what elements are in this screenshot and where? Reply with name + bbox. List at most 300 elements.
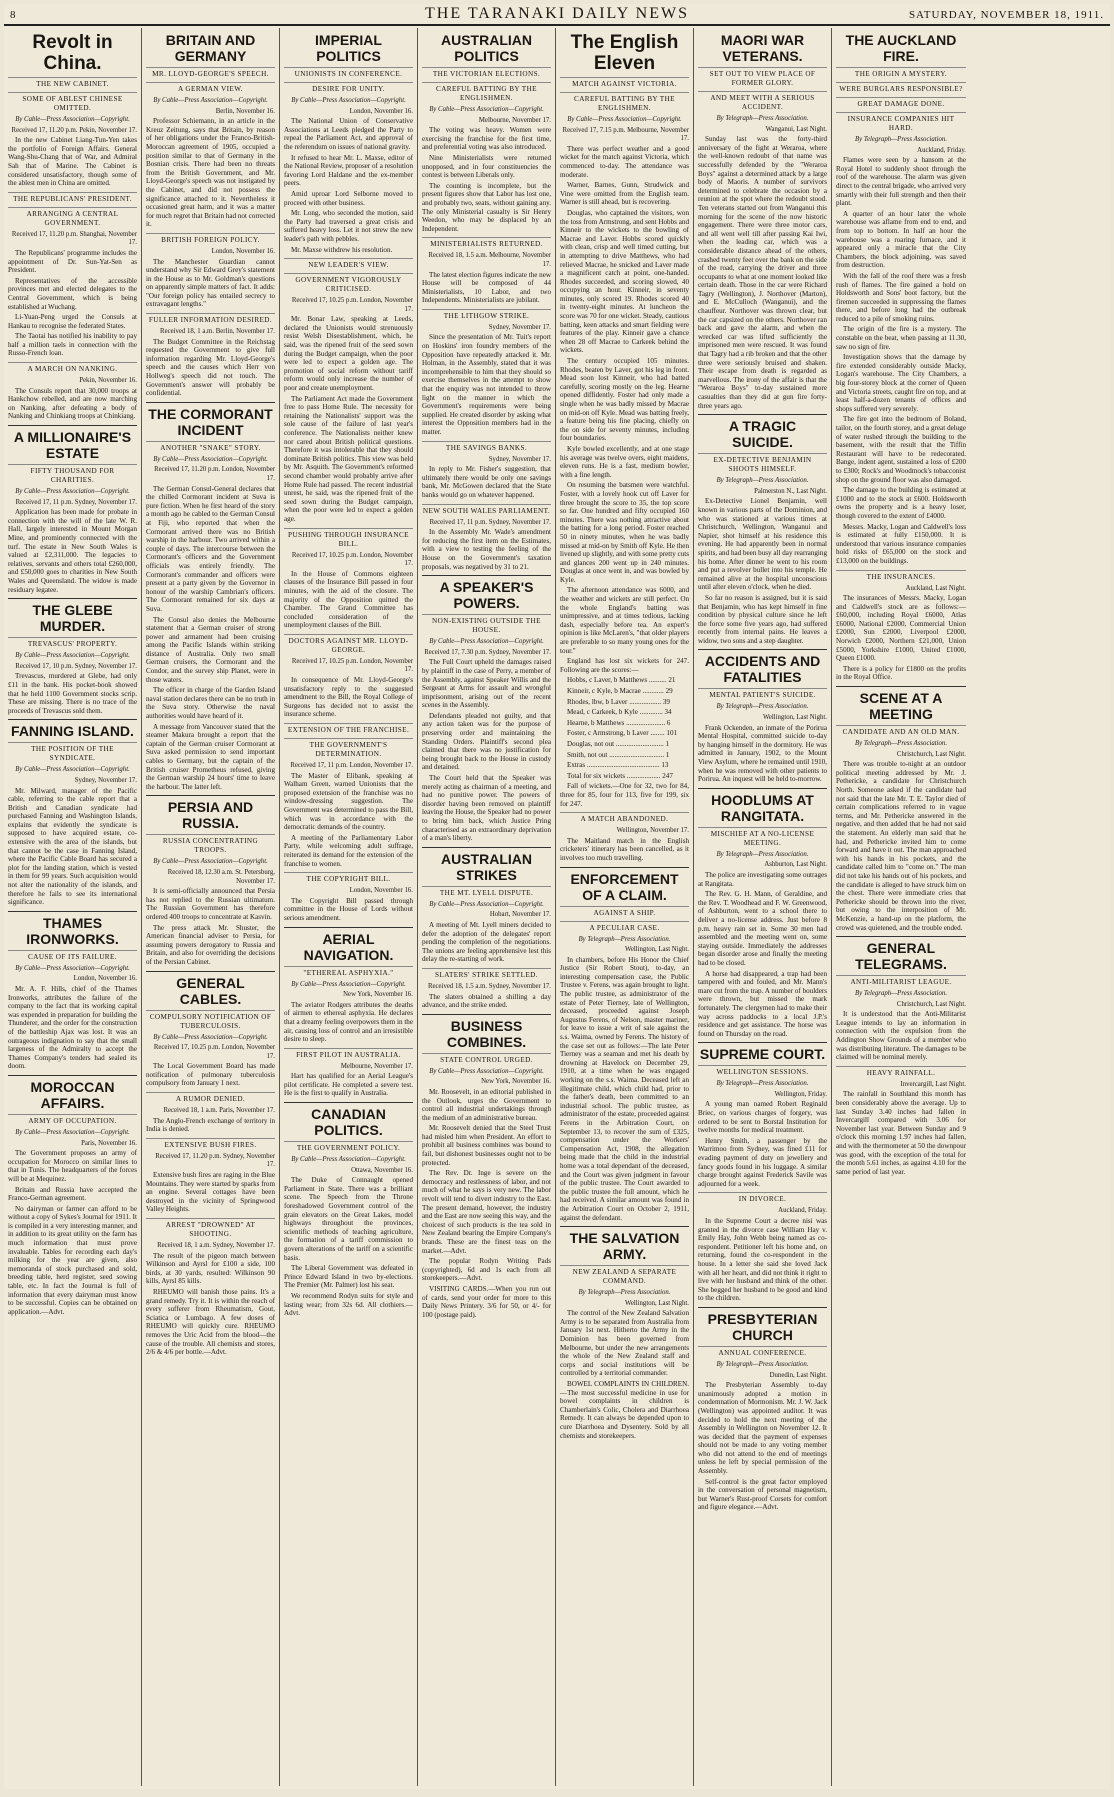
- article-dateline: Received 18, 1.5 a.m. Melbourne, November 17.: [428, 252, 551, 268]
- article-subheading: HEAVY RAINFALL.: [836, 1066, 966, 1078]
- article-paragraph: The Copyright Bill passed through committee in the House of Lords without serious amendment.: [284, 896, 413, 922]
- article-paragraph: There was perfect weather and a good wicket for the match against Victoria, which commenced to-day. The attendance was moderate.: [560, 144, 689, 179]
- article: [8, 32, 137, 188]
- article-subheading: MR. LLOYD-GEORGE'S SPEECH.: [146, 67, 275, 79]
- article-subheading: GOVERNMENT VIGOROUSLY CRITICISED.: [284, 273, 413, 294]
- article-headline: AUSTRALIAN POLITICS: [441, 32, 532, 64]
- article-subheading: ANTI-MILITARIST LEAGUE.: [836, 975, 966, 987]
- article-subheading: MATCH AGAINST VICTORIA.: [560, 77, 689, 89]
- article-subheading: GREAT DAMAGE DONE.: [836, 97, 966, 109]
- article-subheading: THE MT. LYELL DISPUTE.: [422, 886, 551, 898]
- article-subheading: NON-EXISTING OUTSIDE THE HOUSE.: [422, 614, 551, 635]
- article: [698, 414, 827, 645]
- article-dateline: Berlin, November 16.: [215, 107, 275, 115]
- article-paragraph: The counting is incomplete, but the present figures show that Labor has lost one, and probably two, seats, without gaining any. The only Ministerial casualty is Sir Henry Weedon, who may be displaced by an Independent.: [422, 181, 551, 233]
- article: [422, 968, 551, 1010]
- article-paragraph: Britain and Russia have accepted the Franco-German agreement.: [8, 1185, 137, 1203]
- article-credit: By Cable—Press Association—Copyright.: [429, 106, 544, 113]
- article-paragraph: Mr. A. F. Hills, chief of the Thames Ironworks, attributes the failure of the company to the fact that its working capital was expended in preparation for building the Thunderer, and the order for the construction of the battleship Ajax was lost. It was an outrageous indignation to say that the small largeness of the Admiralty to accept the Thames Company's tenders had sealed its doom.: [8, 985, 137, 1071]
- article-subheading: MENTAL PATIENT'S SUICIDE.: [698, 688, 827, 700]
- article-subheading: EXTENSIVE BUSH FIRES.: [146, 1138, 275, 1150]
- article-paragraph: Investigation shows that the damage by fire extended considerably outside Macky, Logan's warehouse. The City Chambers, a big four-storey block at the corner of Queen and Victoria streets, caught fire on top, and at least half-a-dozen tenants of offices and shops suffered very severely.: [836, 353, 966, 413]
- article-credit: By Cable—Press Association—Copyright.: [15, 766, 130, 774]
- article-dateline: Ashburton, Last Night.: [764, 861, 827, 869]
- article-paragraph: It refused to hear Mr. L. Maxse, editor of the National Review, proposer of a resolution favoring Lord Haldane and the ex-member peers.: [284, 153, 413, 188]
- article: [146, 1218, 275, 1357]
- article-paragraph: In consequence of Mr. Lloyd-George's unsatisfactory reply to the suggested amendment to the Bill, the Royal College of Surgeons has decided not to assist the insurance scheme.: [284, 676, 413, 719]
- article-paragraph: The latest election figures indicate the new House will be composed of 44 Ministerialists, 10 Labor, and two Independents. Ministerialists are jubilant.: [422, 270, 551, 305]
- article-paragraph: The Rev. Dr. Inge is severe on the democracy and restlessness of labor, and not much of what he says is very new. The labor revolt will tend to divert industry to the East. The present demand, however, the industry and the East are now seeing this way, and the choicest of such products is the tea sold in New Zealand bearing the Empire Company's brands. These are the finest teas on the market.—Advt.: [422, 1169, 551, 1255]
- article-credit: By Cable—Press Association—Copyright.: [15, 652, 130, 660]
- column: [418, 28, 556, 1786]
- article-paragraph: It is semi-officially announced that Persia has not replied to the Russian ultimatum. The Russian Government has therefore ordered 400 troops to concentrate at Kasvin.: [146, 887, 275, 921]
- article-paragraph: Messrs. Macky, Logan and Caldwell's loss is estimated at fully £150,000. It is understood that various insurance companies hold risks of £65,000 on the stock and £13,000 on the buildings.: [836, 522, 966, 565]
- column: [280, 28, 418, 1786]
- article-subheading: MINISTERIALISTS RETURNED.: [422, 237, 551, 249]
- article-subheading: DOCTORS AGAINST MR. LLOYD-GEORGE.: [284, 634, 413, 655]
- article-subheading: SOME OF ABLEST CHINESE OMITTED.: [8, 92, 137, 113]
- article-dateline: Paris, November 16.: [81, 1139, 137, 1147]
- article-dateline: Sydney, November 17.: [488, 323, 551, 331]
- article-dateline: Received 17, 10 p.m. Sydney, November 17.: [15, 662, 137, 670]
- article-dateline: Sydney, November 17.: [74, 776, 137, 784]
- article: [8, 192, 137, 358]
- article-subheading: WERE BURGLARS RESPONSIBLE?: [836, 82, 966, 94]
- article-paragraph: Since the presentation of Mr. Tuit's report on Hoskins' iron foundry members of the Opposition have repeatedly attacked it. Mr. Holman, in the Assembly, stated that it was incomprehensible to him that they should so exercise themselves in the attempt to show that the enquiry was not intended to throw light on the manner in which the Government's requirements were being supplied. He created disorder by asking what interest the Opposition members had in the matter.: [422, 333, 551, 436]
- article-paragraph: Application has been made for probate in connection with the will of the late W. R. Hall, largely interested in Mount Morgan Mine, and prominently connected with the turf. The estate in New South Wales is valued at £2,311,000. The legacies to relatives, servants and others total £260,000, and £50,000 goes to charities in New South Wales and Queensland. The widow is made residuary legatee.: [8, 508, 137, 594]
- article: [422, 32, 551, 233]
- article-dateline: Received 18, 1 a.m. Paris, November 17.: [163, 1107, 275, 1115]
- article-dateline: London, November 16.: [211, 247, 275, 255]
- article-paragraph: The Court held that the Speaker was merely acting as chairman of a meeting, and had no punitive power. The powers of disorder having been removed on plaintiff leaving the House, the Speaker had no power to bring him back, which Justice Pring characterised as an extraordinary deprivation of a man's liberty.: [422, 774, 551, 843]
- article-paragraph: The Anglo-French exchange of territory in India is denied.: [146, 1116, 275, 1134]
- article-dateline: Received 17, 11 p.m. London, November 17.: [290, 762, 413, 770]
- article-dateline: Received 17, 11.20 p.m. Pekin, November 17.: [11, 126, 137, 134]
- article-dateline: Received 17, 10.25 p.m. London, November 17.: [291, 297, 413, 313]
- article-subheading: BRITISH FOREIGN POLICY.: [146, 233, 275, 245]
- article-paragraph: On resuming the batsmen were watchful. Foster, with a lovely hook cut off Laver for three brought the score to 35, the top score so far. One hundred and fifty occupied 160 minutes. There was nothing attractive about the batting for a long period. Foster reached 50 in ninety minutes, when he was badly missed at mid-on by Smith off Kyle. He then livened up slightly, and with some pretty cuts and glances 200 went up in 240 minutes. Douglas at once went in, and was bowled by Kyle.: [560, 481, 689, 584]
- article-paragraph: VISITING CARDS.—When you run out of cards, send your order for more to this Daily News Printery. 3/6 for 50, or 4/- for 100 (postage paid).: [422, 1284, 551, 1319]
- article-credit: By Cable—Press Association—Copyright.: [567, 116, 682, 123]
- article-subheading: EXTENSION OF THE FRANCHISE.: [284, 723, 413, 735]
- article-paragraph: Self-control is the great factor employed in the conversation of personal magnetism, but Warner's Rust-proof Corsets for comfort and figure elegance.—Advt.: [698, 1477, 827, 1512]
- article-subheading: "ETHEREAL ASPHYXIA.": [284, 966, 413, 978]
- article-paragraph: The Manchester Guardian cannot understand why Sir Edward Grey's statement in the House as to Mr. Goldman's questions on apparently simple matters of fact. It adds: "Our foreign policy has entailed secrecy to extravagant lengths.": [146, 257, 275, 309]
- article-dateline: Christchurch, Last Night.: [896, 750, 966, 758]
- article-paragraph: A young man named Robert Reginald Briec, on various charges of forgery, was ordered to be sent to Borstal Institution for twelve months for medical treatment.: [698, 1100, 827, 1135]
- article-headline: BRITAIN AND GERMANY: [165, 32, 256, 64]
- article-paragraph: RHEUMO will banish those pains. It's a grand remedy. Try it. It is within the reach of every sufferer from Rheumatism, Gout, Sciatica or Lumbago. A few doses of RHEUMO will quickly cure. RHEUMO removes the Uric Acid from the blood—the cause of the trouble. All chemists and stores, 2/6 & 4/6 per bottle.—Advt.: [146, 1287, 275, 1357]
- article-paragraph: The Duke of Connaught opened Parliament in State. There was a brilliant scene. The Speech from the Throne foreshadowed Government control of the grain elevators on the Great Lakes, model highways throughout the provinces, scientific methods of teaching agriculture, the formation of a tariff commission to govern alterations of the tariff on a scientific basis.: [284, 1176, 413, 1262]
- article-dateline: Christchurch, Last Night.: [896, 1000, 966, 1008]
- article-subheading: ANNUAL CONFERENCE.: [698, 1346, 827, 1358]
- article: [560, 812, 689, 862]
- article-paragraph: The Taotai has notified his inability to pay half a million taels in connection with the Russo-French loan.: [8, 332, 137, 358]
- article-paragraph: Foster, c Armstrong, b Laver ........ 101: [567, 729, 678, 738]
- article-credit: By Cable—Press Association—Copyright.: [429, 638, 544, 646]
- article-dateline: Wellington, Last Night.: [624, 946, 689, 954]
- article-subheading: TREVASCUS' PROPERTY.: [8, 637, 137, 649]
- article-headline: GENERAL CABLES.: [146, 971, 275, 1007]
- article-headline: SCENE AT A MEETING: [836, 686, 966, 722]
- column: [556, 28, 694, 1786]
- article-paragraph: The press attack Mr. Shuster, the American financial adviser to Persia, for assuming powers derogatory to Russia and Britain, and also for overriding the decisions of the Persian Cabinet.: [146, 923, 275, 966]
- article-paragraph: The rainfall in Southland this month has been considerably above the average. Up to last Sunday 3.40 inches had fallen in Invercargill compared with 3.06 for November last year. Between Sunday and 9 o'clock this morning 1.97 inches had fallen, and with the thermometer at 50 the downpour was good, with the exception of the total for the month 5.61 inches, as against 4.10 for the same period of last year.: [836, 1090, 966, 1176]
- article-subheading: THE POSITION OF THE SYNDICATE.: [8, 742, 137, 763]
- article-subheading: AGAINST A SHIP.: [560, 906, 689, 918]
- article-dateline: Received 17, 10.25 p.m. London, November 17.: [291, 657, 413, 674]
- article-paragraph: A message from Vancouver stated that the steamer Makura brought a report that the captain of the German cruiser Cormorant at Suva asked permission to send important cables to Germany, but the captain of the British cruiser Prometheus refused, giving the German warship 24 hours' time to leave the harbour. The latter left.: [146, 722, 275, 791]
- article: [836, 570, 966, 683]
- article: [836, 936, 966, 1062]
- article-subheading: DESIRE FOR UNITY.: [284, 82, 413, 94]
- article-subheading: FIFTY THOUSAND FOR CHARITIES.: [8, 464, 137, 485]
- article: [698, 1307, 827, 1512]
- article-paragraph: Kinneir, c Kyle, b Macrae ............ 29: [567, 687, 673, 695]
- article-subheading: NEW ZEALAND A SEPARATE COMMAND.: [560, 1265, 689, 1286]
- article-dateline: New York, November 16.: [481, 1078, 551, 1086]
- article-dateline: Wanganui, Last Night.: [765, 125, 827, 133]
- article-dateline: Received 17, 11.20 p.m. London, November 17.: [154, 466, 275, 482]
- article: [698, 649, 827, 783]
- article: [284, 872, 413, 922]
- article-paragraph: BOWEL COMPLAINTS IN CHILDREN.—The most successful medicine in use for bowel complaints in children is Chamberlain's Colic, Cholera and Diarrhoea Remedy. It can always be depended upon to cure Diarrhoea and Dysentery. Sold by all chemists and storekeepers.: [560, 1380, 689, 1440]
- article-dateline: London, November 16.: [73, 975, 137, 983]
- article: [560, 32, 689, 808]
- article-paragraph: Extensive bush fires are raging in the Blue Mountains. They were started by sparks from an engine. Several cottages have been destroyed in the vicinity of Springwood Valley Heights.: [146, 1171, 275, 1214]
- article-paragraph: Extras ......................................... 13: [567, 761, 669, 770]
- article-dateline: Received 17, 11.20 p.m. Sydney, November 17.: [155, 1152, 275, 1169]
- article: [146, 402, 275, 792]
- article-credit: By Cable—Press Association—Copyright.: [15, 488, 130, 496]
- article-paragraph: Hobbs, c Laver, b Matthews .......... 21: [567, 676, 676, 685]
- article-paragraph: In chambers, before His Honor the Chief Justice (Sir Robert Stout), to-day, an interesting compensation case, the Public Trustee v. Ferens, was again brought to light. The public trustee, as administrator of the estate of Peter Tierney, late of Wellington, deceased, proceeded against Joseph Augustus Ferens, of Nelson, master mariner, for leave to issue a writ of sale against the s.s. Waima, owned by Ferens. The history of the case set out as follows:—The late Peter Tierney was a seaman and met his death by drowning at Havelock on December 29, 1910, at a time when he was engaged working on the s.s. Waima. Deceased left an illegitimate child, which child had, prior to the father's death, been committed to an industrial school. The public trustee, as administrator of the estate, proceeded against Ferens in the Arbitration Court, on September 13, to recover the sum of £325, compensation under the Workers' Compensation Act, 1908, the allegation being made that the child in the industrial home was a total dependant of the deceased, and the Court was given judgment in favour of the public trustee. The Court awarded to the public trustee the full amount, which he had received. A similar amount was found in the Arbitration Court on October 2, 1911, against the defendant.: [560, 955, 689, 1222]
- article-headline: Revolt in China.: [32, 32, 113, 74]
- article-paragraph: The Parliament Act made the Government free to pass Home Rule. The necessity for retaining the Nationalists' support was the sole cause of the failure of last year's conference. The Nationalists neither knew nor cared about British political questions. Therefore it was intolerable that they should dominate British politics. This view was held by Mr. Asquith. The Government's reformed second chamber would probably arrive after Home Rule had passed. The recent industrial unrest, he said, was the ripened fruit of the seed sown during the Budget campaign, when the poor were led to expect a golden age.: [284, 394, 413, 523]
- article-paragraph: Trevascus, murdered at Glebe, had only £11 in the bank. His pocket-book showed that he held 1100 Government stocks scrip. These are missing. There is no trace of the proceeds of Trevascus sold them.: [8, 672, 137, 715]
- article-paragraph: Mr. Milward, manager of the Pacific cable, referring to the cable report that a British and Canadian syndicate had purchased Fanning and Washington Islands, explains that evidently the syndicate is supposed to have acquired estate, co-extensive with the area of the islands, but that cannot be the case in Fanning Island, where the Pacific Cable Board has secured a plot for the landing station, which is vested in them for 99 years. Such acquisition would not alter the nationality of the islands, and therefore he fails to see its international significance.: [8, 786, 137, 907]
- article-dateline: Received 18, 12.30 a.m. St. Petersburg, November 17.: [167, 868, 275, 885]
- article: [422, 575, 551, 843]
- issue-date: SATURDAY, NOVEMBER 18, 1911.: [908, 9, 1104, 21]
- article-subheading: A MARCH ON NANKING.: [8, 362, 137, 374]
- article-paragraph: There was trouble to-night at an outdoor political meeting addressed by Mr. J. Pethericke, a candidate for Christchurch North. Someone asked if the candidate had not said that the late Mr. T. E. Taylor died of certain complications referred to in vague terms, and Mr. Pethericke answered in the negative, and then added that he had not said the statement. An elderly man said that he had, and Pethericke invited him to come forward and have it out. The man approached with his hands in his pockets, and the candidate called him to "come on." The man did not take his hands out of his pockets, and the candidate is alleged to have struck him on the chest. There were immediate cries that Pethericke should be thrown into the river, but owing to the interposition of Mr. McKenzie, a hand-up on the platform, the crowd was quietened, and the trouble ended.: [836, 760, 966, 932]
- article: [698, 1192, 827, 1303]
- article-credit: By Cable—Press Association—Copyright.: [15, 964, 130, 972]
- article-subheading: MISCHIEF AT A NO-LICENSE MEETING.: [698, 827, 827, 848]
- article-credit: By Cable—Press Association—Copyright.: [153, 1033, 268, 1041]
- article-subheading: A RUMOR DENIED.: [146, 1092, 275, 1104]
- article: [146, 795, 275, 966]
- article-paragraph: A quarter of an hour later the whole warehouse was aflame from end to end, and from top to bottom. In half an hour the warehouse was a roaring furnace, and it appeared only a miracle that the City Chambers, the block adjoining, was saved from destruction.: [836, 209, 966, 270]
- article-paragraph: Smith, not out ............................... 1: [567, 750, 670, 759]
- article: [284, 723, 413, 868]
- article: [8, 911, 137, 1071]
- article: [836, 1066, 966, 1177]
- article-credit: By Telegraph—Press Association.: [716, 703, 809, 711]
- article-dateline: New York, November 16.: [343, 991, 413, 999]
- article-headline: AERIAL NAVIGATION.: [284, 927, 413, 963]
- article-paragraph: Li-Yuan-Peng urged the Consuls at Hankau to recognise the federated States.: [8, 313, 137, 330]
- article-paragraph: Nine Ministerialists were returned unopposed, and in four constituencies the contest is between Liberals only.: [422, 153, 551, 180]
- article: [284, 1048, 413, 1098]
- article-dateline: Received 17, 11 p.m. Sydney, November 17.: [15, 498, 137, 506]
- article-subheading: CAREFUL BATTING BY THE ENGLISHMEN.: [422, 82, 551, 103]
- article-paragraph: The officer in charge of the Garden Island naval station declares there can be no truth in the Suva story. Otherwise the naval authorities would have heard of it.: [146, 686, 275, 721]
- article-dateline: Received 17, 10.25 p.m. London, November 17.: [153, 1044, 275, 1060]
- article-paragraph: Douglas, who captained the visitors, won the toss from Armstrong, and sent Hobbs and Kinneir to the wickets to the bowling of Macrae and Laver. Hobbs scored quickly with clean, crisp and well timed cutting, but in attempting to drive Matthews, who had relieved Macrae, he snicked and Laver made a magnificent catch at point, one-handed. Rhodes succeeded, and scoring slowed, 40 occupying an hour. Kinneir, in seventy minutes, only scored 19. Rhodes scored 40 in twenty-eight minutes. At luncheon the score was 70 for one wicket. Steady, cautious batting, keen attacks and smart fielding were features of the play. Kinneir gave a chance when 28 off Macrae to Carkeek behind the wickets.: [560, 208, 689, 355]
- article-subheading: CAREFUL BATTING BY THE ENGLISHMEN.: [560, 92, 689, 113]
- article-headline: AUSTRALIAN STRIKES: [422, 847, 551, 883]
- article-subheading: WELLINGTON SESSIONS.: [698, 1065, 827, 1077]
- article-subheading: INSURANCE COMPANIES HIT HARD.: [836, 112, 966, 133]
- article: [698, 1042, 827, 1188]
- article-dateline: Auckland, Last Night.: [905, 584, 966, 592]
- article-paragraph: The aviator Rodgers attributes the deaths of airmen to ethereal asphyxia. He declares that a dreamy feeling overpowers them in the air, causing loss of control and an irresistible desire to sleep.: [284, 1000, 413, 1044]
- article-paragraph: The Full Court upheld the damages raised by plaintiff in the case of Perry, a member of the Assembly, against Speaker Willis and the Sergeant at Arms for assault and wrongful imprisonment, arising out of the recent scenes in the Assembly.: [422, 658, 551, 710]
- article-headline: BUSINESS COMBINES.: [422, 1014, 551, 1050]
- article-credit: By Telegraph—Press Association.: [854, 136, 948, 143]
- article-dateline: London, November 16.: [349, 107, 413, 115]
- article-subheading: THE INSURANCES.: [836, 570, 966, 582]
- article-paragraph: The National Union of Conservative Associations at Leeds pledged the Party to repeal the Parliament Act, and approval of the referendum on issues of national gravity.: [284, 117, 413, 151]
- article-paragraph: The Local Government Board has made notification of pulmonary tuberculosis compulsory from January 1 next.: [146, 1062, 275, 1088]
- article-credit: By Cable—Press Association—Copyright.: [153, 455, 268, 463]
- article-paragraph: Mr. Roosevelt denied that the Steel Trust had misled him when President. An effort to prohibit all business combines was bound to fail, but dishonest businesses ought not to be protected.: [422, 1124, 551, 1167]
- article-headline: THE AUCKLAND FIRE.: [845, 32, 957, 64]
- article-paragraph: Henry Smith, a passenger by the Warrimoo from Sydney, was fined £11 for evading payment of duty on jewellery and fancy goods found in his luggage. A similar charge brought against Frederick Savile was adjourned for a week.: [698, 1136, 827, 1188]
- article-credit: By Cable—Press Association—Copyright.: [153, 858, 268, 866]
- article-subheading: THE ORIGIN A MYSTERY.: [836, 67, 966, 79]
- article-paragraph: The Budget Committee in the Reichstag requested the Government to give full information regarding Mr. Lloyd-George's speech and the causes which Herr von Hollweg's speech did not touch. The Government's answer will probably be confidential.: [146, 337, 275, 398]
- article-subheading: ANOTHER "SNAKE" STORY.: [146, 441, 275, 453]
- article-paragraph: The Master of Elibank, speaking at Walham Green, warned Unionists that the proposed extension of the franchise was no window-dressing suggestion. The Government was determined to pass the Bill, which was in accordance with the democratic demands of the country.: [284, 771, 413, 832]
- article-headline: MOROCCAN AFFAIRS.: [8, 1075, 137, 1111]
- article: [422, 847, 551, 964]
- article-paragraph: In the Supreme Court a decree nisi was granted in the divorce case William Hay v. Emily Hay, John Webb being named as co-respondent. Petitioner left his home and, on returning, found the co-respondent in the house. In a letter she said she loved Jack with all her heart, and did not think it right to live with her husband and think of the other. She begged her husband to be good and kind to the children.: [698, 1217, 827, 1303]
- article-subheading: COMPULSORY NOTIFICATION OF TUBERCULOSIS.: [146, 1010, 275, 1031]
- article-subheading: CANDIDATE AND AN OLD MAN.: [836, 725, 966, 737]
- article-subheading: THE LITHGOW STRIKE.: [422, 309, 551, 321]
- newspaper-title: THE TARANAKI DAILY NEWS: [425, 5, 689, 22]
- article-paragraph: So far no reason is assigned, but it is said that Benjamin, who has kept himself in fine condition by physical culture since he left the force some five years ago, had suffered recently from internal pains. He leaves a widow, two sons and a step daughter.: [698, 593, 827, 645]
- article-subheading: RUSSIA CONCENTRATING TROOPS.: [146, 834, 275, 855]
- article-paragraph: In reply to Mr. Fisher's suggestion, that ultimately there would be only one savings bank, Mr. McGowen declared that the State banks would go on whatever happened.: [422, 465, 551, 499]
- article-dateline: Received 17, 10.25 p.m. London, November 17.: [291, 551, 413, 568]
- article-paragraph: Defendants pleaded not guilty, and that any action taken was for the purpose of preserving order and maintaining the Standing Orders. Plaintiff's second plea claimed that there was no justification for being brought back to the House in custody and detained.: [422, 711, 551, 772]
- article-paragraph: The popular Rodyn Writing Pads (copyrighted), 6d and 1s each from all storekeepers.—Advt.: [422, 1257, 551, 1283]
- article-credit: By Telegraph—Press Association.: [578, 935, 671, 943]
- article-dateline: Ottawa, November 16.: [351, 1166, 413, 1174]
- article-headline: GENERAL TELEGRAMS.: [836, 936, 966, 972]
- article-subheading: A GERMAN VIEW.: [146, 82, 275, 94]
- article-paragraph: The Presbyterian Assembly to-day unanimously adopted a motion in condemnation of Mormonism. Mr. J. W. Jack (Wellington) was appointed auditor. It was decided to hold the next meeting of the Assembly in Wellington on November 12. It was decided that the payment of expenses should not be made to any voting member who did not attend to the end of meetings unless he left by special permission of the Assembly.: [698, 1381, 827, 1476]
- article-subheading: UNIONISTS IN CONFERENCE.: [284, 67, 413, 79]
- article-dateline: Melbourne, November 17.: [340, 1062, 413, 1070]
- article-subheading: EX-DETECTIVE BENJAMIN SHOOTS HIMSELF.: [698, 453, 827, 474]
- article-paragraph: In the new Cabinet Liang-Tun-Yen takes the portfolio of Foreign Affairs. General Wang-Shu-Chang that of War, and Admiral Sah that of Marine. The Cabinet is considered unsatisfactory, though some of the ablest men in China are omitted.: [8, 136, 137, 188]
- column: [694, 28, 832, 1786]
- article: [422, 441, 551, 500]
- article-paragraph: The Rev. G. H. Mann, of Geraldine, and the Rev. T. Woodhead and F. W. Greenwood, of Ashburton, went to a school there to deliver a no-license address. Just before 8 p.m. heavy rain set in. Some 30 men had assembled and the meeting went on, some staying outside. Immediately the addresses began disorder arose and finally the meeting had to be closed.: [698, 890, 827, 967]
- article-paragraph: The fire got into the bedroom of Boland, tailor, on the fourth storey, and a great deluge of water rushed through the building to the basement, with the result that the Tiffin Restaurant will have to be redecorated. Bange, indent agent, sustained a loss of £200 to £300; Rock's and Woodmock's tobacconist shop on the ground floor was also damaged.: [836, 415, 966, 484]
- article: [698, 32, 827, 410]
- article-paragraph: The voting was heavy. Women were exercising the franchise for the first time, and preferential voting was also introduced.: [422, 126, 551, 152]
- article-paragraph: The result of the pigeon match between Wilkinson and Ayrsl for £100 a side, 100 birds, at 30 yards, resulted: Wilkinson 90 kills, Ayrsl 85 kills.: [146, 1251, 275, 1286]
- article-credit: By Telegraph—Press Association.: [716, 477, 809, 485]
- article-paragraph: England has lost six wickets for 247. Following are the scores:—: [560, 657, 689, 674]
- article-paragraph: The slaters obtained a shilling a day advance, and the strike ended.: [422, 992, 551, 1010]
- article: [146, 1138, 275, 1214]
- article-credit: By Telegraph—Press Association.: [854, 740, 948, 748]
- article-subheading: THE GOVERNMENT POLICY.: [284, 1141, 413, 1153]
- article-headline: THE CORMORANT INCIDENT: [146, 402, 275, 438]
- article-paragraph: Mr. Roosevelt, in an editorial published in the Outlook, urges the Government to control all industrial undertakings through the medium of an administrative bureau.: [422, 1087, 551, 1122]
- article-headline: THAMES IRONWORKS.: [8, 911, 137, 947]
- article-dateline: Wellington, Last Night.: [762, 714, 827, 722]
- article-dateline: Wellington, November 17.: [616, 827, 689, 835]
- newspaper-page: [4, 4, 1110, 1789]
- article-paragraph: There is a policy for £1800 on the profits in the Royal Office.: [836, 664, 966, 682]
- article-paragraph: Mr. Bonar Law, speaking at Leeds, declared the Unionists would strenuously resist Welsh Disestablishment, which, he said, was the ripened fruit of the seed sown during the Budget campaign, when the poor were led to expect a golden age. The promotion of social reform without tariff reform would only increase the number of poor and create unemployment.: [284, 315, 413, 393]
- article: [422, 309, 551, 437]
- article-dateline: Wellington, Last Night.: [624, 1299, 689, 1307]
- article-credit: By Telegraph—Press Association.: [716, 1360, 809, 1368]
- article-dateline: Received 17, 7.15 p.m. Melbourne, November 17.: [562, 126, 689, 143]
- article-paragraph: Kyle bowled excellently, and at one stage his average was twelve overs, eight maidens, eleven runs. He is a fast, medium bowler, with a fine length.: [560, 444, 689, 479]
- article-subheading: SET OUT TO VIEW PLACE OF FORMER GLORY.: [698, 67, 827, 88]
- article-paragraph: The afternoon attendance was 6000, and the weather and wickets are still perfect. On the whole England's batting was unimpressive, and at times tedious, lacking dash, especially before tea. An expert's opinion is like McLaren's, "that older players are preferable to so many young ones for the tour.": [560, 586, 689, 655]
- column: [4, 28, 142, 1786]
- article-paragraph: The German Consul-General declares that the chilled Cormorant incident at Suva is pure fiction. When he first heard of the story a month ago he cabled to the German Consul at Fiji, who reported that when the Cormorant arrived there was no British warship in the harbour. Two arrived within a couple of days. The intercourse between the Cormorant's officers and the Government officials was entirely friendly. The Cormorant's commander and officers were present at a party given by the Governor in honour of the warship Cambrian's officers. The Cormorant remained for six days at Suva.: [146, 484, 275, 613]
- article-paragraph: In the House of Commons eighteen clauses of the Insurance Bill passed in four minutes, with the aid of the closure. The majority of the Opposition quitted the Chamber. The Grand Committee has concluded consideration of the unemployment clauses of the Bill.: [284, 569, 413, 630]
- article: [560, 867, 689, 1223]
- article-paragraph: Flames were seen by a hansom at the Royal Hotel to suddenly shoot through the roof of the warehouse. The alarm was given direct to the central brigade, who arrived very smartly with their full strength and then their plant.: [836, 156, 966, 208]
- article: [146, 233, 275, 309]
- article-headline: ACCIDENTS AND FATALITIES: [698, 649, 827, 685]
- article-dateline: Pekin, November 16.: [79, 377, 137, 385]
- article-credit: By Cable—Press Association—Copyright.: [429, 1067, 544, 1075]
- article-paragraph: Douglas, not out ........................... 1: [567, 739, 670, 748]
- article-headline: THE GLEBE MURDER.: [8, 598, 137, 634]
- article-subheading: ARREST "DROWNED" AT SHOOTING.: [146, 1218, 275, 1239]
- article: [146, 32, 275, 229]
- article-paragraph: The Liberal Government was defeated in Prince Edward Island in two by-elections. The Premier (Mr. Palmer) lost his seat.: [284, 1264, 413, 1290]
- article-paragraph: The control of the New Zealand Salvation Army is to be separated from Australia from January 1st next. Hitherto the Army in the Dominion has been governed from Melbourne, but under the new arrangements the whole of the New Zealand staff and corps and social institutions will be controlled by a territorial commander.: [560, 1309, 689, 1378]
- article-subheading: THE GOVERNMENT'S DETERMINATION.: [284, 738, 413, 759]
- column: [142, 28, 280, 1786]
- article-subheading: FIRST PILOT IN AUSTRALIA.: [284, 1048, 413, 1060]
- article-paragraph: Representatives of the accessible provinces met and elected delegates to the Central Government, which is being established at Wuchang.: [8, 276, 137, 311]
- article-credit: By Cable—Press Association—Copyright.: [429, 900, 544, 908]
- article: [284, 528, 413, 630]
- page-number: 8: [10, 9, 16, 21]
- article-paragraph: We recommend Rodyn suits for style and lasting wear; from 32s 6d. All clothiers.—Advt.: [284, 1291, 413, 1318]
- article-credit: By Telegraph—Press Association.: [716, 850, 809, 858]
- article-headline: IMPERIAL POLITICS: [315, 32, 382, 64]
- article-headline: THE SALVATION ARMY.: [560, 1226, 689, 1262]
- article: [146, 1092, 275, 1134]
- article-dateline: Melbourne, November 17.: [478, 116, 551, 124]
- article-paragraph: Warner, Barnes, Gunn, Strudwick and Vine were omitted from the English team. Warner is still ahead, but is recovering.: [560, 181, 689, 207]
- article-paragraph: Rhodes, lbw, b Laver .................. 39: [567, 697, 670, 706]
- masthead: [4, 4, 1110, 26]
- article-subheading: FULLER INFORMATION DESIRED.: [146, 313, 275, 325]
- article-credit: By Cable—Press Association—Copyright.: [291, 980, 406, 988]
- article-subheading: THE VICTORIAN ELECTIONS.: [422, 67, 551, 79]
- article-paragraph: The Government proposes an army of occupation for Morocco on similar lines to that in Tunis. The headquarters of the forces will be at Mequinez.: [8, 1149, 137, 1183]
- article-dateline: Received 17, 11.20 p.m. Shanghai, November 17.: [11, 230, 137, 247]
- article-paragraph: The Republicans' programme includes the appointment of Dr. Sun-Yat-Sen as President.: [8, 248, 137, 275]
- article-headline: PRESBYTERIAN CHURCH: [698, 1307, 827, 1343]
- article: [284, 258, 413, 523]
- article-dateline: Received 17, 11 p.m. Sydney, November 17.: [429, 518, 551, 526]
- article-headline: A MILLIONAIRE'S ESTATE: [8, 425, 137, 461]
- article: [560, 1226, 689, 1440]
- article-headline: A SPEAKER'S POWERS.: [422, 575, 551, 611]
- article: [284, 634, 413, 719]
- article-headline: CANADIAN POLITICS.: [284, 1102, 413, 1138]
- article-dateline: Palmerston N., Last Night.: [754, 487, 827, 495]
- article-credit: By Cable—Press Association—Copyright.: [153, 97, 268, 104]
- article-paragraph: A horse had disappeared, a trap had been tampered with and fouled, and Mr. Mann's mare cut from the trap. A number of boulders were thrown, but missed the mark fortunately. The clergymen had to make their way across paddocks to a local J.P.'s residence and get assistance. The horse was found on Thursday on the road.: [698, 969, 827, 1038]
- article-headline: MAORI WAR VETERANS.: [720, 32, 805, 64]
- article-credit: By Telegraph—Press Association.: [716, 1080, 809, 1088]
- article-paragraph: Fall of wickets.—One for 32, two for 84, three for 85, four for 113, five for 199, six for 247.: [560, 782, 689, 808]
- article-paragraph: No dairyman or farmer can afford to be without a copy of Sykes's Journal for 1911. It is compiled in a very interesting manner, and in addition to its great utility on the farm has much information that must prove invaluable. Tables for recording each day's milking for the year are given, also memoranda of stock purchased and sold, breeding table, herd register, seed sowing table, etc. In fact the Journal is full of information that every dairyman must know to be successful. Copies can be obtained on application.—Advt.: [8, 1204, 137, 1316]
- article-dateline: Received 18, 1.5 a.m. Sydney, November 17.: [427, 982, 551, 990]
- article-headline: HOODLUMS AT RANGITATA.: [698, 788, 827, 824]
- article-credit: By Cable—Press Association—Copyright.: [15, 116, 130, 123]
- article-credit: By Cable—Press Association—Copyright.: [291, 1156, 406, 1164]
- article-credit: By Telegraph—Press Association.: [716, 115, 809, 122]
- article-paragraph: A meeting of the Parliamentary Labor Party, while welcoming adult suffrage, reiterated its demand for the extension of the franchise to women.: [284, 833, 413, 868]
- article-paragraph: The Consul also denies the Melbourne statement that a German cruiser of strong power and armament had been cruising among the Pacific Islands within striking distance of Australia. Only two small German cruisers, the Cormorant and the Condor, and the survey ship Planet, were in those waters.: [146, 615, 275, 684]
- article-paragraph: The police are investigating some outrages at Rangitata.: [698, 871, 827, 888]
- article: [8, 425, 137, 594]
- article-paragraph: Mr. Maxse withdrew his resolution.: [291, 245, 393, 254]
- article-subheading: ARMY OF OCCUPATION.: [8, 1114, 137, 1126]
- article-subheading: THE SAVINGS BANKS.: [422, 441, 551, 453]
- article-paragraph: Mead, c Carkeek, b Kyle ............. 34: [567, 708, 672, 717]
- article-subheading: THE COPYRIGHT BILL.: [284, 872, 413, 884]
- article-paragraph: The century occupied 105 minutes. Rhodes, beaten by Laver, got his leg in front. Mead soon lost Kinneir, who had batted carefully, scoring mostly on the leg. Hearne opened diffidently. Foster had only made a single when he was badly missed by Macrae on mid-on off Kyle. Mead was batting freely, a feature being his fine placing, chiefly on the on side for seventy minutes, including four boundaries.: [560, 357, 689, 443]
- article-paragraph: Frank Ockenden, an inmate of the Porirua Mental Hospital, committed suicide to-day by hanging himself in the dormitory. He was admitted in January, 1902, to the Mount View Asylum, where he remained until 1910, when he was removed with other patients to Porirua. An inquest will be held to-morrow.: [698, 723, 827, 784]
- article-dateline: Auckland, Friday.: [917, 146, 966, 154]
- article-credit: By Telegraph—Press Association.: [578, 1289, 671, 1297]
- article-subheading: AND MEET WITH A SERIOUS ACCIDENT.: [698, 91, 827, 112]
- article: [422, 237, 551, 305]
- article-dateline: Wellington, Friday.: [774, 1090, 827, 1098]
- article: [422, 1014, 551, 1320]
- article-paragraph: The damage to the building is estimated at £1000 and to the stock at £600. Holdsworth owns the property and is a heavy loser, though covered to the extent of £4000.: [836, 486, 966, 520]
- columns: [4, 28, 1110, 1786]
- article-dateline: Sydney, November 17.: [488, 455, 551, 463]
- article: [8, 1075, 137, 1316]
- article-paragraph: Ex-Detective Lionel Benjamin, well known in various parts of the Dominion, and who was stationed at various times at Christchurch, Wellington, Wanganui and Napier, shot himself at his residence this evening. He had apparently been in normal spirits, and had been busy all day rearranging his home. After dinner he went to his room and put a revolver bullet into his temple. He remained alive at the hospital unconscious until after eleven o'clock, when he died.: [698, 497, 827, 592]
- article-subheading: NEW SOUTH WALES PARLIAMENT.: [422, 504, 551, 516]
- article-credit: By Telegraph—Press Association.: [854, 990, 948, 998]
- article-dateline: Hobart, November 17.: [489, 911, 551, 919]
- column: [832, 28, 970, 1786]
- article-subheading: THE NEW CABINET.: [8, 77, 137, 89]
- article: [284, 32, 413, 254]
- article: [284, 1102, 413, 1318]
- article-subheading: NEW LEADER'S VIEW.: [284, 258, 413, 270]
- article: [836, 32, 966, 566]
- article-headline: FANNING ISLAND.: [8, 719, 137, 739]
- article-dateline: Invercargill, Last Night.: [900, 1080, 966, 1088]
